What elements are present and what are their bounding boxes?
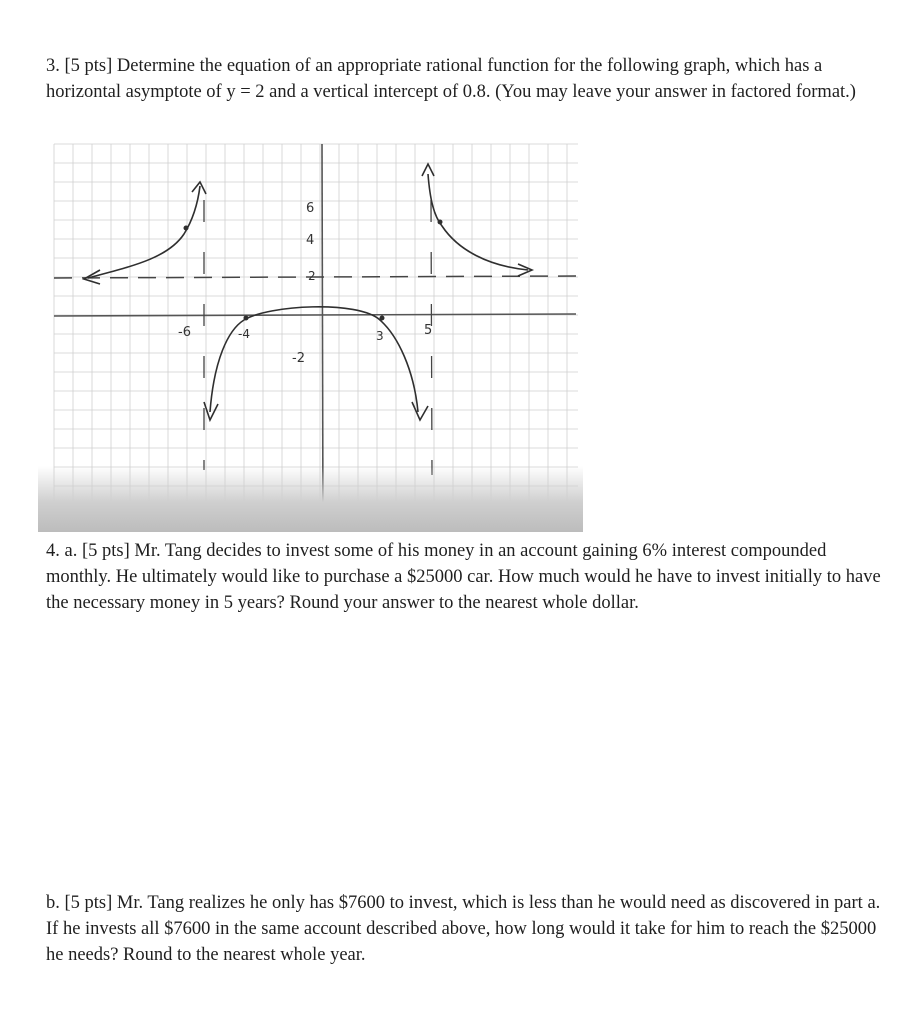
point-left-upper — [184, 226, 189, 231]
label-five: 5 — [424, 323, 433, 338]
label-neg-six: -6 — [178, 325, 191, 340]
arrow-middle-right — [412, 402, 428, 420]
question-4b-text: b. [5 pts] Mr. Tang realizes he only has $7600 to invest, which is less than he would need as discovered in part a. If he invests all $7600 in the same account described above, how long would it take for him to reach the $25000 he needs? Round to the nearest whole year. — [46, 893, 881, 965]
x-axis — [54, 314, 576, 316]
label-four: 4 — [306, 233, 315, 248]
curve-middle — [210, 307, 418, 412]
label-two: 2 — [308, 269, 316, 283]
scan-shadow — [38, 466, 583, 532]
point-x-intercept-left — [244, 316, 249, 321]
curve-right-upper — [428, 174, 528, 270]
label-neg-four: -4 — [238, 327, 250, 341]
label-three: 3 — [376, 329, 384, 343]
label-six: 6 — [306, 201, 315, 216]
point-right-upper — [438, 220, 443, 225]
point-x-intercept-right — [380, 316, 385, 321]
question-4a-text: 4. a. [5 pts] Mr. Tang decides to invest some of his money in an account gaining 6% interest compounded monthly. He ultimately would like to purchase a $25000 car. How much would he have to invest initially to have the necessary money in 5 years? Round your answer to the nearest whole dollar. — [46, 541, 881, 613]
label-neg-two: -2 — [292, 351, 305, 366]
question-3-text: 3. [5 pts] Determine the equation of an appropriate rational function for the following graph, which has a horizontal asymptote of y = 2 and a vertical intercept of 0.8. (You may leave your answer in factored format.) — [46, 56, 856, 102]
curve-left-upper — [88, 186, 200, 278]
